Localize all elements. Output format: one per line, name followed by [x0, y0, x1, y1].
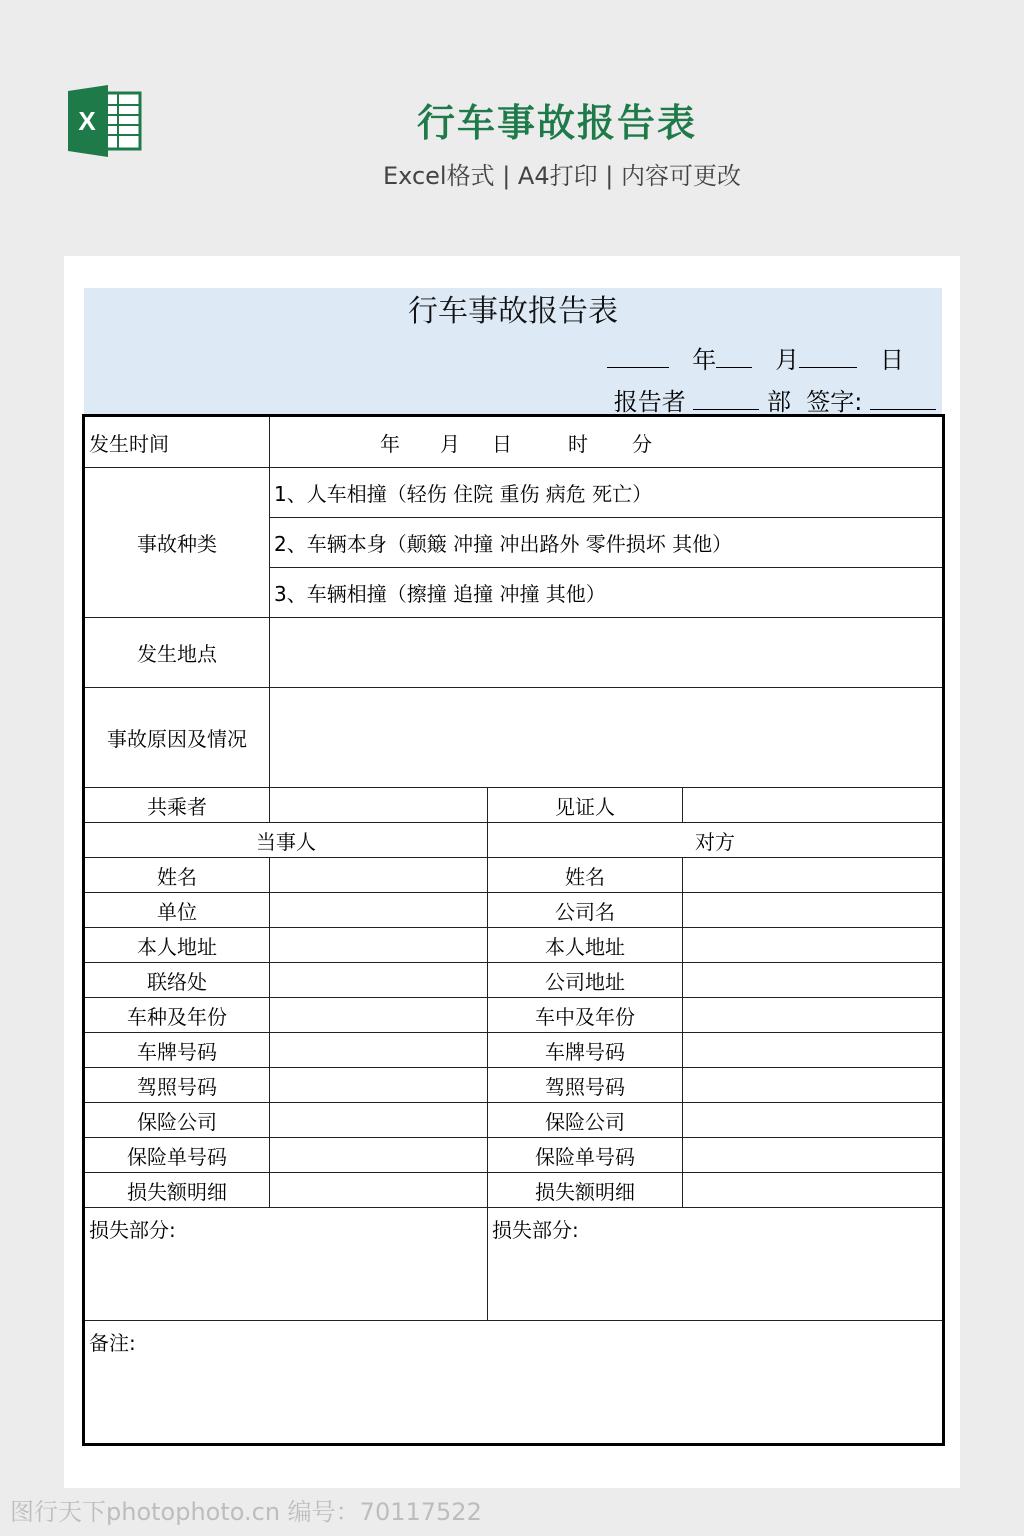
cause-field[interactable]: [270, 688, 944, 788]
party-field-input[interactable]: [270, 858, 488, 893]
other-field-label: 驾照号码: [488, 1068, 683, 1103]
occurrence-time-field[interactable]: [270, 416, 944, 468]
passenger-field[interactable]: [270, 788, 488, 823]
other-field-label: 姓名: [488, 858, 683, 893]
party-field-input[interactable]: [270, 893, 488, 928]
party-field-input[interactable]: [270, 1138, 488, 1173]
occurrence-time-label: 发生时间: [84, 416, 270, 468]
other-field-label: 公司名: [488, 893, 683, 928]
sheet-title: 行车事故报告表: [408, 294, 618, 329]
table-row: [84, 998, 944, 1033]
party-field-input[interactable]: [270, 1173, 488, 1208]
other-field-label: 损失额明细: [488, 1173, 683, 1208]
party-field-label: 姓名: [84, 858, 270, 893]
accident-type-row: [84, 468, 944, 518]
other-loss-field[interactable]: 损失部分:: [488, 1208, 944, 1321]
cause-row: [84, 688, 944, 788]
party-field-label: 保险单号码: [84, 1138, 270, 1173]
other-field-input[interactable]: [683, 893, 944, 928]
table-row: [84, 963, 944, 998]
other-field-label: 公司地址: [488, 963, 683, 998]
party-field-label: 车种及年份: [84, 998, 270, 1033]
loss-row: [84, 1208, 944, 1321]
table-row: [84, 858, 944, 893]
party-field-label: 车牌号码: [84, 1033, 270, 1068]
table-row: [84, 928, 944, 963]
date-year-label: 年: [692, 346, 717, 374]
month-blank[interactable]: [716, 345, 752, 368]
page-title: 行车事故报告表: [416, 101, 697, 145]
party-header: 当事人: [84, 823, 488, 858]
other-field-label: 保险公司: [488, 1103, 683, 1138]
page-subtitle: Excel格式 | A4打印 | 内容可更改: [383, 162, 741, 190]
other-field-input[interactable]: [683, 928, 944, 963]
witness-field[interactable]: [683, 788, 944, 823]
other-field-input[interactable]: [683, 1068, 944, 1103]
party-field-label: 联络处: [84, 963, 270, 998]
accident-type-label: 事故种类: [84, 468, 270, 618]
accident-type-option-1[interactable]: 1、人车相撞（轻伤 住院 重伤 病危 死亡）: [270, 468, 944, 518]
location-label: 发生地点: [84, 618, 270, 688]
remarks-field[interactable]: 备注:: [84, 1321, 944, 1445]
other-field-input[interactable]: [683, 1103, 944, 1138]
day-blank[interactable]: [799, 345, 857, 368]
table-row: [84, 1103, 944, 1138]
party-field-input[interactable]: [270, 998, 488, 1033]
table-row: [84, 1033, 944, 1068]
other-field-input[interactable]: [683, 858, 944, 893]
other-field-label: 保险单号码: [488, 1138, 683, 1173]
party-field-label: 单位: [84, 893, 270, 928]
other-field-input[interactable]: [683, 1033, 944, 1068]
time-hour-label: 时: [568, 431, 588, 456]
party-field-input[interactable]: [270, 1103, 488, 1138]
other-field-input[interactable]: [683, 1138, 944, 1173]
sign-blank[interactable]: [870, 387, 936, 410]
reporter-label: 报告者: [613, 388, 686, 416]
table-row: [84, 893, 944, 928]
accident-report-table: [82, 414, 945, 1446]
party-field-input[interactable]: [270, 963, 488, 998]
other-field-input[interactable]: [683, 1173, 944, 1208]
passenger-witness-row: [84, 788, 944, 823]
date-day-label: 日: [880, 346, 904, 374]
time-year-label: 年: [380, 431, 400, 456]
time-month-label: 月: [440, 431, 460, 456]
other-field-label: 车牌号码: [488, 1033, 683, 1068]
party-field-input[interactable]: [270, 928, 488, 963]
location-row: [84, 618, 944, 688]
other-party-header: 对方: [488, 823, 944, 858]
cause-label: 事故原因及情况: [84, 688, 270, 788]
excel-logo-letter: X: [78, 106, 96, 136]
accident-type-option-2[interactable]: 2、车辆本身（颠簸 冲撞 冲出路外 零件损坏 其他）: [270, 518, 944, 568]
party-field-input[interactable]: [270, 1068, 488, 1103]
party-field-input[interactable]: [270, 1033, 488, 1068]
other-field-input[interactable]: [683, 998, 944, 1033]
reporter-line: [614, 382, 936, 417]
time-minute-label: 分: [632, 431, 652, 456]
remarks-row: [84, 1321, 944, 1445]
party-loss-field[interactable]: 损失部分:: [84, 1208, 488, 1321]
accident-type-option-3[interactable]: 3、车辆相撞（擦撞 追撞 冲撞 其他）: [270, 568, 944, 618]
party-field-label: 本人地址: [84, 928, 270, 963]
dept-label: 部: [767, 388, 791, 416]
party-field-label: 保险公司: [84, 1103, 270, 1138]
location-field[interactable]: [270, 618, 944, 688]
other-field-label: 车中及年份: [488, 998, 683, 1033]
party-header-row: [84, 823, 944, 858]
other-field-label: 本人地址: [488, 928, 683, 963]
table-row: [84, 1138, 944, 1173]
sign-label: 签字:: [806, 388, 863, 416]
table-row: [84, 1068, 944, 1103]
party-field-label: 驾照号码: [84, 1068, 270, 1103]
watermark: 图行天下photophoto.cn 编号：70117522: [10, 1498, 482, 1526]
party-field-label: 损失额明细: [84, 1173, 270, 1208]
date-line: [607, 340, 904, 375]
date-month-label: 月: [775, 346, 800, 374]
occurrence-time-row: [84, 416, 944, 468]
table-row: [84, 1173, 944, 1208]
reporter-blank[interactable]: [693, 387, 759, 410]
time-day-label: 日: [492, 431, 512, 456]
witness-label: 见证人: [488, 788, 683, 823]
year-blank[interactable]: [607, 345, 669, 368]
other-field-input[interactable]: [683, 963, 944, 998]
passenger-label: 共乘者: [84, 788, 270, 823]
